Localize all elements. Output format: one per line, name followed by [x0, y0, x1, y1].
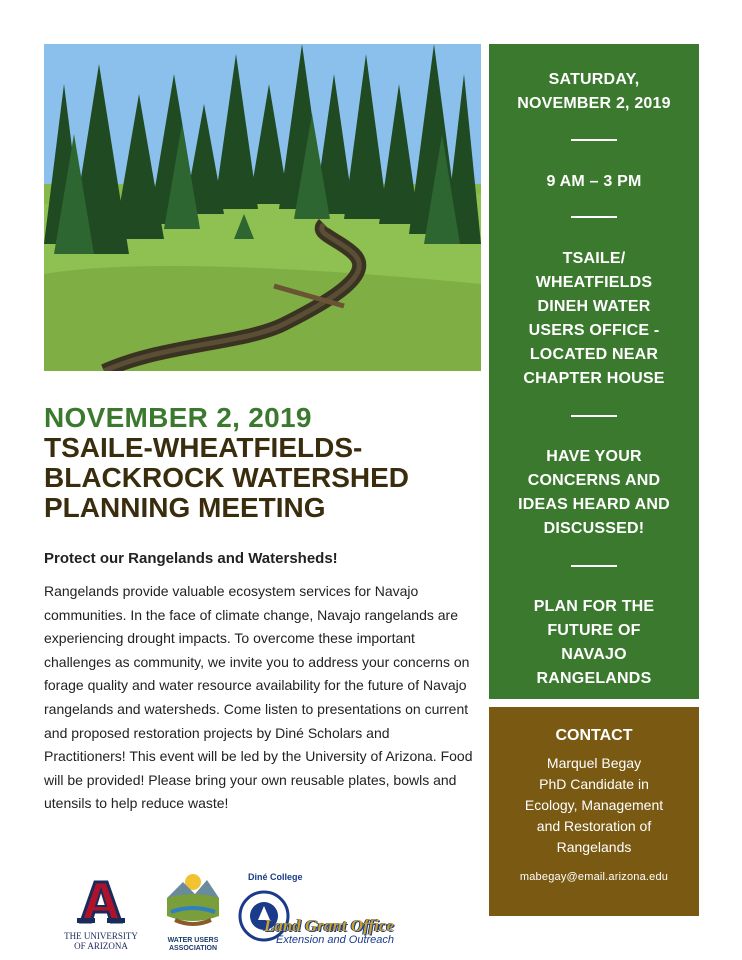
dine-college-name: Diné College	[248, 872, 303, 882]
extension-outreach-subtitle: Extension and Outreach	[276, 934, 395, 946]
contact-panel	[489, 707, 699, 916]
wua-caption: WATER USERS ASSOCIATION	[167, 937, 219, 952]
hero-photo	[44, 44, 481, 371]
university-of-arizona-logo	[58, 880, 144, 952]
meeting-title: TSAILE-WHEATFIELDS- BLACKROCK WATERSHED PLANNING MEETING	[44, 432, 410, 523]
description-paragraph: Rangelands provide valuable ecosystem services for Navajo communities. In the face of climate change, Navajo rangelands are experiencing drought impacts. To overcome these important challenges as community, we invite you to address your concerns on forage quality and water resource availability for the future of Navajo rangelands and watersheds. Come listen to presentations on current and proposed restoration projects by Diné Scholars and Practitioners! This event will be led by the University of Arizona. Food will be provided! Please bring your own reusable plates, bowls and utensils to help reduce waste!	[44, 583, 473, 812]
date-heading: NOVEMBER 2, 2019	[44, 402, 312, 433]
contact-title: CONTACT	[555, 727, 633, 744]
arizona-a-icon	[75, 880, 127, 924]
contact-email[interactable]: mabegay@email.arizona.edu	[519, 871, 669, 883]
subheading: Protect our Rangelands and Watersheds!	[44, 550, 338, 567]
event-plan: PLAN FOR THE FUTURE OF NAVAJO RANGELANDS	[533, 598, 655, 687]
ua-caption: THE UNIVERSITY OF ARIZONA	[64, 931, 138, 951]
water-users-association-logo	[160, 868, 226, 952]
event-concerns: HAVE YOUR CONCERNS AND IDEAS HEARD AND DISCUSSED!	[518, 448, 670, 537]
divider	[571, 565, 617, 567]
divider	[571, 216, 617, 218]
contact-info: Marquel Begay PhD Candidate in Ecology, Management and Restoration of Rangelands	[524, 755, 664, 855]
event-date: SATURDAY, NOVEMBER 2, 2019	[517, 71, 671, 112]
event-location: TSAILE/ WHEATFIELDS DINEH WATER USERS OFFICE - LOCATED NEAR CHAPTER HOUSE	[523, 250, 665, 387]
land-grant-office-title: Land Grant Office	[264, 916, 395, 935]
dine-college-land-grant-logo	[236, 872, 416, 952]
divider	[571, 415, 617, 417]
event-time: 9 AM – 3 PM	[546, 173, 642, 190]
divider	[571, 139, 617, 141]
event-details-panel	[489, 44, 699, 699]
landscape-icon	[163, 868, 223, 932]
